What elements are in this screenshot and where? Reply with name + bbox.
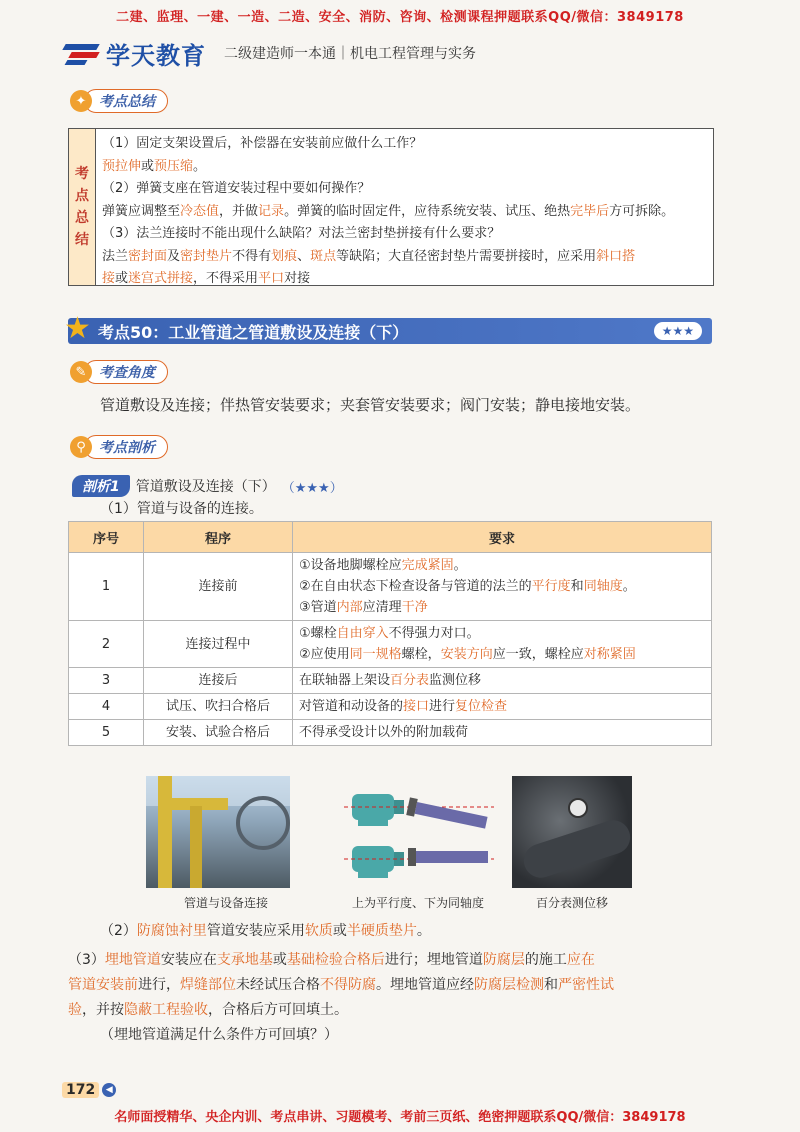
row-number: 4 [69, 694, 144, 720]
text-run: 安装应在 [160, 952, 217, 968]
text-run: ，并按 [82, 1002, 124, 1018]
caption-1: 管道与设备连接 [184, 896, 269, 910]
angle-tag-label: 考查角度 [84, 360, 168, 384]
header-subtitle: 二级建造师一本通｜机电工程管理与实务 [224, 46, 476, 62]
row-number: 1 [69, 553, 144, 621]
requirement-line [299, 597, 705, 618]
highlighted-text: 支承地基 [216, 952, 273, 968]
text-run: ，并做 [219, 203, 259, 219]
highlighted-text: 接口 [403, 699, 430, 714]
text-run: 在联轴器上架设 [299, 673, 391, 688]
text-run: （3） [68, 952, 105, 968]
text-run: （1）固定支架设置后，补偿器在安装前应做什么工作？ [102, 136, 423, 151]
row-requirement [293, 621, 712, 668]
requirements-table [68, 521, 712, 746]
table-row [69, 621, 712, 668]
table-row [69, 720, 712, 746]
text-run: 和 [544, 977, 558, 993]
text-run: 对管道和动设备的 [299, 699, 404, 714]
analysis-title: 管道敷设及连接（下） [135, 479, 276, 495]
highlighted-text: 密封垫片 [180, 248, 233, 264]
highlighted-text: 防腐层 [482, 952, 525, 968]
summary-line [102, 133, 707, 156]
highlighted-text: 平行度 [531, 579, 571, 594]
analysis-tag-label: 考点剖析 [84, 435, 168, 459]
text-run: 应一致，螺栓应 [492, 647, 584, 662]
requirement-line [299, 722, 705, 743]
highlighted-text: 内部 [336, 600, 363, 615]
side-char: 考 [75, 166, 89, 182]
row-requirement [293, 720, 712, 746]
text-run: 。埋地管道应经 [376, 977, 474, 993]
text-run: 未经试压合格 [236, 977, 320, 993]
table-header: 程序 [144, 522, 293, 553]
text-run: 对接 [284, 271, 311, 286]
arrow-left-icon: ◀ [102, 1083, 116, 1097]
highlighted-text: 自由穿入 [336, 626, 389, 641]
text-run: （2） [100, 923, 137, 939]
text-run: 和 [570, 579, 584, 594]
highlighted-text: 对称紧固 [583, 647, 636, 662]
text-run: ①设备地脚螺栓应 [299, 558, 402, 573]
summary-line [102, 268, 707, 291]
para-3 [68, 948, 718, 1023]
text-run: 进行；埋地管道 [384, 952, 483, 968]
dial-gauge-photo [512, 776, 632, 888]
pin-icon: ✎ [70, 361, 92, 383]
row-step: 连接后 [144, 668, 293, 694]
text-run: 或 [332, 923, 347, 939]
text-run: 的施工 [524, 952, 567, 968]
text-run: 管道安装应采用 [206, 923, 305, 939]
text-run: 。 [416, 923, 431, 939]
sub1-text: （1）管道与设备的连接。 [100, 501, 263, 517]
text-run: （3）法兰连接时不能出现什么缺陷？对法兰密封垫拼接有什么要求？ [102, 226, 501, 241]
row-number: 5 [69, 720, 144, 746]
logo-icon [62, 40, 102, 66]
page-number: 172 [62, 1082, 99, 1098]
text-run: 法兰 [102, 248, 129, 264]
logo-text: 学天教育 [106, 41, 206, 70]
requirement-line [299, 644, 705, 665]
highlighted-text: 不得防腐 [320, 977, 376, 993]
highlighted-text: 斜口搭 [596, 248, 636, 264]
highlighted-text: 同轴度 [583, 579, 623, 594]
side-char: 结 [75, 232, 89, 248]
summary-line [102, 178, 707, 201]
highlighted-text: 预压缩 [154, 158, 194, 174]
highlighted-text: 百分表 [390, 673, 430, 688]
highlighted-text: 接 [102, 271, 116, 286]
table-row [69, 668, 712, 694]
row-requirement [293, 553, 712, 621]
pipe-equipment-photo [146, 776, 290, 888]
text-run: 弹簧应调整至 [102, 203, 181, 219]
highlighted-text: 软质 [304, 923, 333, 939]
highlighted-text: 密封面 [128, 248, 168, 264]
text-run: 。 [453, 558, 467, 573]
angle-text: 管道敷设及连接；伴热管安装要求；夹套管安装要求；阀门安装；静电接地安装。 [100, 396, 641, 414]
analysis-section-tag [70, 435, 168, 459]
highlighted-text: 半硬质垫片 [346, 923, 417, 939]
highlighted-text: 划痕 [271, 248, 298, 264]
text-run: 或 [272, 952, 287, 968]
requirement-line [299, 555, 705, 576]
requirement-line [299, 670, 705, 691]
analysis-heading [72, 475, 343, 497]
highlighted-text: 隐蔽工程验收 [124, 1002, 208, 1018]
text-run: 不得承受设计以外的附加载荷 [299, 725, 469, 740]
row-step: 安装、试验合格后 [144, 720, 293, 746]
text-run: 方可拆除。 [609, 203, 675, 219]
highlighted-text: 完毕后 [570, 203, 610, 219]
photo-strip [146, 776, 646, 910]
highlighted-text: 防腐层检测 [474, 977, 544, 993]
highlighted-text: 斑点 [310, 248, 337, 264]
text-run: 或 [141, 158, 155, 174]
highlighted-text: 严密性试 [558, 977, 614, 993]
table-header: 序号 [69, 522, 144, 553]
text-run: ，合格后方可回填土。 [208, 1002, 348, 1018]
row-number: 2 [69, 621, 144, 668]
text-run: 及 [167, 248, 181, 264]
highlighted-text: 完成紧固 [401, 558, 454, 573]
highlighted-text: 记录 [258, 203, 285, 219]
highlighted-text: 应在 [566, 952, 595, 968]
highlighted-text: 埋地管道 [104, 952, 161, 968]
summary-box [68, 128, 714, 286]
text-run: 应清理 [362, 600, 402, 615]
star-icon: ★ [64, 311, 91, 346]
text-run: ②在自由状态下检查设备与管道的法兰的 [299, 579, 532, 594]
point-banner [64, 311, 712, 346]
summary-line [102, 223, 707, 246]
para-3-line [68, 998, 718, 1023]
row-number: 3 [69, 668, 144, 694]
summary-side-label [69, 129, 96, 285]
requirement-line [299, 576, 705, 597]
para-3-line [68, 973, 718, 998]
highlighted-text: 同一规格 [349, 647, 402, 662]
highlighted-text: 管道安装前 [68, 977, 138, 993]
text-run: 螺栓， [401, 647, 441, 662]
requirement-line [299, 696, 705, 717]
table-header-row [69, 522, 712, 553]
text-run: 监测位移 [429, 673, 482, 688]
para-4: （埋地管道满足什么条件方可回填？） [100, 1027, 338, 1043]
para-3-line [68, 948, 718, 973]
highlighted-text: 干净 [401, 600, 428, 615]
text-run: ②应使用 [299, 647, 350, 662]
analysis-pill: 剖析1 [72, 475, 130, 497]
top-banner: 二建、监理、一建、一造、二造、安全、消防、咨询、检测课程押题联系QQ/微信：3849178 [116, 10, 684, 25]
summary-tag [70, 89, 168, 113]
text-run: ③管道 [299, 600, 337, 615]
caption-2: 上为平行度、下为同轴度 [352, 896, 485, 910]
highlighted-text: 预拉伸 [102, 158, 142, 174]
text-run: 。弹簧的临时固定件，应待系统安装、试压、绝热 [284, 203, 571, 219]
page-header [62, 36, 476, 70]
table-header: 要求 [293, 522, 712, 553]
requirement-line [299, 623, 705, 644]
table-row [69, 553, 712, 621]
row-step: 试压、吹扫合格后 [144, 694, 293, 720]
gauge-icon [568, 798, 588, 818]
text-run: （2）弹簧支座在管道安装过程中要如何操作？ [102, 181, 371, 196]
page-footer [62, 1082, 116, 1098]
text-run: 或 [115, 271, 129, 286]
text-run: ①螺栓 [299, 626, 337, 641]
row-requirement [293, 694, 712, 720]
lightbulb-icon: ✦ [70, 90, 92, 112]
row-requirement [293, 668, 712, 694]
text-run: 进行， [138, 977, 180, 993]
angle-tag [70, 360, 168, 384]
text-run: 等缺陷；大直径密封垫片需要拼接时，应采用 [336, 248, 597, 264]
text-run: ，不得采用 [193, 271, 259, 286]
row-step: 连接前 [144, 553, 293, 621]
summary-line [102, 246, 707, 269]
summary-line [102, 156, 707, 179]
summary-tag-label: 考点总结 [84, 89, 168, 113]
para-2 [100, 920, 431, 940]
text-run: 。 [193, 158, 207, 174]
row-step: 连接过程中 [144, 621, 293, 668]
alignment-diagram [344, 776, 494, 888]
text-run: 进行 [429, 699, 456, 714]
highlighted-text: 基础检验合格后 [286, 952, 385, 968]
highlighted-text: 迷宫式拼接 [128, 271, 194, 286]
highlighted-text: 复位检查 [455, 699, 508, 714]
text-run: 。 [622, 579, 636, 594]
summary-body [96, 129, 713, 285]
caption-3: 百分表测位移 [536, 896, 609, 910]
side-char: 总 [75, 210, 89, 226]
highlighted-text: 冷态值 [180, 203, 220, 219]
summary-line [102, 201, 707, 224]
point-title: 考点50：工业管道之管道敷设及连接（下） [98, 322, 409, 342]
highlighted-text: 防腐蚀衬里 [136, 923, 207, 939]
highlighted-text: 焊缝部位 [180, 977, 236, 993]
analysis-stars: （★★★） [281, 480, 343, 496]
highlighted-text: 验 [68, 1002, 82, 1018]
table-row [69, 694, 712, 720]
lock-icon: ⚲ [70, 436, 92, 458]
text-run: 不得强力对口。 [388, 626, 480, 641]
point-stars: ★★★ [654, 322, 702, 340]
text-run: 不得有 [232, 248, 272, 264]
side-char: 点 [75, 188, 89, 204]
bottom-banner: 名师面授精华、央企内训、考点串讲、习题模考、考前三页纸、绝密押题联系QQ/微信：3849178 [114, 1110, 686, 1125]
text-run: 、 [297, 248, 311, 264]
highlighted-text: 平口 [258, 271, 285, 286]
highlighted-text: 安装方向 [440, 647, 493, 662]
